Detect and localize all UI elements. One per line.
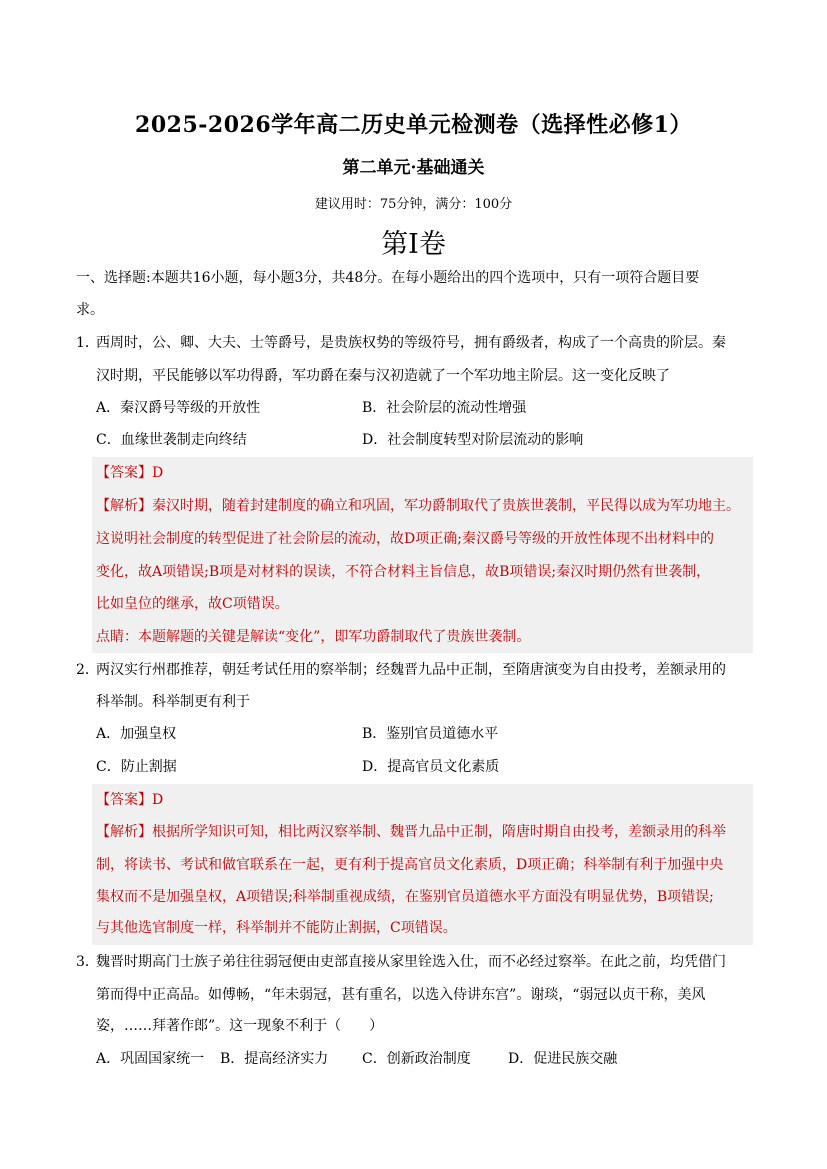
volume-heading: 第Ⅰ卷 bbox=[381, 229, 446, 260]
q1-answer-value: D bbox=[152, 465, 164, 481]
q2-analysis-label: 【解析】 bbox=[96, 824, 152, 840]
q1-answer-box bbox=[92, 457, 753, 653]
q2-analysis-text: 根据所学知识可知，相比两汉察举制、魏晋九品中正制，隋唐时期自由投考，差额录用的科举 bbox=[152, 824, 726, 840]
q1-analysis-cont: 变化，故A项错误;B项是对材料的误读，不符合材料主旨信息，故B项错误;秦汉时期仍然有世袭制， bbox=[96, 564, 711, 580]
q1-option-b: B．社会阶层的流动性增强 bbox=[362, 400, 527, 416]
q3-number: 3． bbox=[76, 954, 99, 970]
q3-option-a: A．巩固国家统一 bbox=[96, 1051, 205, 1067]
q3-stem-cont: 第而得中正高品。如傅畅，“年未弱冠，甚有重名，以选入侍讲东宫”。谢琰，“弱冠以贞干称，美风 bbox=[96, 987, 706, 1003]
q2-analysis bbox=[96, 822, 726, 842]
q3-option-c: C．创新政治制度 bbox=[362, 1051, 471, 1067]
q1-analysis bbox=[96, 496, 740, 516]
q1-number: 1． bbox=[76, 335, 99, 351]
q1-analysis-cont: 这说明社会制度的转型促进了社会阶层的流动，故D项正确;秦汉爵号等级的开放性体现不出材料中的 bbox=[96, 531, 714, 547]
q2-stem: 两汉实行州郡推荐，朝廷考试任用的察举制；经魏晋九品中正制，至隋唐演变为自由投考，差额录用的 bbox=[96, 662, 726, 678]
q1-option-a: A．秦汉爵号等级的开放性 bbox=[96, 400, 261, 416]
section-instruction-cont: 求。 bbox=[76, 302, 104, 318]
q3-stem: 魏晋时期高门士族子弟往往弱冠便由吏部直接从家里铨选入仕，而不必经过察举。在此之前，均凭借门 bbox=[96, 954, 726, 970]
q2-option-d: D．提高官员文化素质 bbox=[362, 759, 500, 775]
q1-analysis-cont: 比如皇位的继承，故C项错误。 bbox=[96, 596, 289, 612]
q2-answer-value: D bbox=[152, 792, 164, 808]
q3-option-d: D．促进民族交融 bbox=[508, 1051, 618, 1067]
q2-analysis-cont: 制，将读书、考试和做官联系在一起，更有利于提高官员文化素质，D项正确；科举制有利于加强中央 bbox=[96, 857, 724, 873]
q2-analysis-cont: 集权而不是加强皇权，A项错误;科举制重视成绩，在鉴别官员道德水平方面没有明显优势，B项错误; bbox=[96, 889, 714, 905]
q1-note: 点睛：本题解题的关键是解读“变化”，即军功爵制取代了贵族世袭制。 bbox=[96, 629, 531, 645]
q2-answer bbox=[96, 790, 163, 810]
q2-option-a: A．加强皇权 bbox=[96, 726, 177, 742]
q1-answer bbox=[96, 463, 163, 483]
q3-option-b: B．提高经济实力 bbox=[220, 1051, 329, 1067]
q1-stem-cont: 汉时期，平民能够以军功得爵，军功爵在秦与汉初造就了一个军功地主阶层。这一变化反映了 bbox=[96, 368, 670, 384]
q1-analysis-text: 秦汉时期，随着封建制度的确立和巩固，军功爵制取代了贵族世袭制，平民得以成为军功地主。 bbox=[152, 498, 740, 514]
time-info: 建议用时：75分钟，满分：100分 bbox=[314, 197, 513, 212]
q1-option-d: D．社会制度转型对阶层流动的影响 bbox=[362, 432, 584, 448]
exam-title: 2025-2026学年高二历史单元检测卷（选择性必修1） bbox=[135, 112, 692, 138]
q2-number: 2． bbox=[76, 662, 99, 678]
q1-analysis-label: 【解析】 bbox=[96, 498, 152, 514]
q1-answer-label: 【答案】 bbox=[96, 465, 152, 481]
q1-stem: 西周时，公、卿、大夫、士等爵号，是贵族权势的等级符号，拥有爵级者，构成了一个高贵的阶层。秦 bbox=[96, 335, 726, 351]
q2-stem-cont: 科举制。科举制更有利于 bbox=[96, 694, 250, 710]
exam-subtitle: 第二单元·基础通关 bbox=[342, 158, 485, 178]
q2-answer-label: 【答案】 bbox=[96, 792, 152, 808]
q2-analysis-cont: 与其他选官制度一样，科举制并不能防止割据，C项错误。 bbox=[96, 920, 457, 936]
q1-option-c: C．血缘世袭制走向终结 bbox=[96, 432, 247, 448]
q2-option-c: C．防止割据 bbox=[96, 759, 177, 775]
section-instruction: 一、选择题:本题共16小题，每小题3分，共48分。在每小题给出的四个选项中，只有一项符合题目要 bbox=[76, 270, 700, 286]
q3-stem-cont: 姿，……拜著作郎”。这一现象不利于（ ） bbox=[96, 1018, 384, 1034]
q2-option-b: B．鉴别官员道德水平 bbox=[362, 726, 499, 742]
